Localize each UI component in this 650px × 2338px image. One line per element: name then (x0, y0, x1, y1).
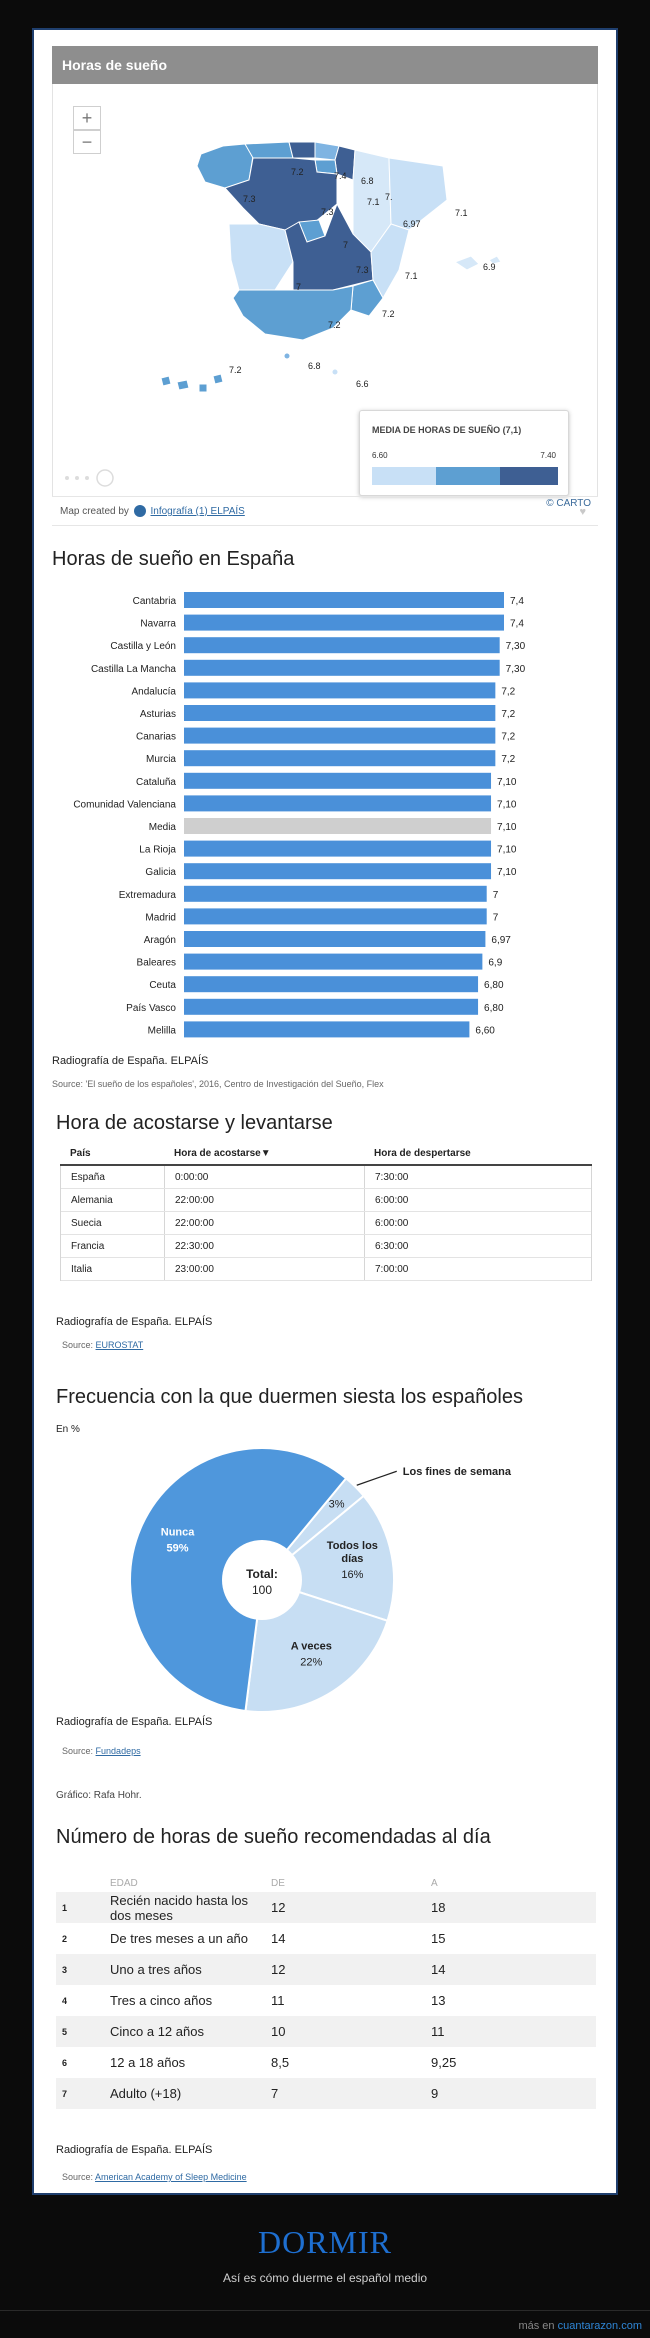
cell: 0:00:00 (165, 1166, 365, 1188)
bar-category-label: Cantabria (132, 596, 176, 607)
bar-category-label: Media (148, 822, 176, 833)
bar[interactable] (184, 592, 504, 608)
map-value-label: 7 (343, 240, 349, 250)
bar-category-label: Aragón (143, 935, 176, 946)
map-value-label: 6.9 (483, 262, 496, 272)
bar[interactable] (184, 773, 491, 789)
cell: 12 (271, 1962, 286, 1977)
map-footer (52, 496, 598, 526)
bar-value-label: 6,60 (475, 1025, 495, 1037)
table1-source (62, 1340, 143, 1350)
cell: 4 (62, 1995, 68, 2006)
cell: 6:00:00 (375, 1217, 409, 1229)
bar[interactable] (184, 795, 491, 811)
table2-col-edad: EDAD (110, 1877, 138, 1889)
bar-chart-source: Source: 'El sueño de los españoles', 2016, Centro de Investigación del Sueño, Flex (52, 1079, 384, 1089)
region-andalucia (233, 286, 353, 340)
map-value-label: 6.8 (361, 176, 374, 186)
cell: 13 (431, 1993, 446, 2008)
region-extremadura (229, 224, 293, 290)
bar-category-label: Castilla y León (110, 641, 176, 653)
table2-col-a: A (431, 1877, 438, 1889)
table-row (61, 1189, 591, 1212)
map-value-label: 7.3 (321, 207, 334, 217)
bar[interactable] (184, 682, 495, 698)
bar-category-label: Castilla La Mancha (90, 663, 176, 675)
table1-header (60, 1142, 592, 1166)
bar-value-label: 7,30 (505, 641, 526, 653)
divider (0, 2310, 650, 2311)
cell: Cinco a 12 años (110, 2024, 204, 2039)
bar[interactable] (184, 863, 491, 879)
bar[interactable] (184, 615, 504, 631)
table1-col-despertarse: Hora de despertarse (374, 1147, 471, 1159)
map-value-label: 7. (385, 192, 393, 202)
pie-slice-value: 22% (300, 1656, 323, 1669)
bar-category-label: Asturias (139, 709, 176, 720)
pie-center-label: Total: (246, 1567, 278, 1581)
bar-chart-note: Radiografía de España. ELPAÍS (52, 1055, 209, 1067)
map-value-label: 7.3 (243, 194, 256, 204)
bar[interactable] (184, 637, 500, 653)
bar-value-label: 6,80 (484, 1002, 504, 1014)
cell: 10 (271, 2024, 286, 2039)
zoom-out-button[interactable]: − (73, 130, 101, 154)
map-value-label: 6.8 (308, 361, 321, 371)
bar-value-label: 6,97 (491, 935, 511, 946)
cell: 7:30:00 (375, 1171, 409, 1183)
bar-value-label: 7,10 (497, 822, 517, 833)
bar-category-label: Comunidad Valenciana (73, 799, 176, 811)
bar[interactable] (184, 750, 495, 766)
bar[interactable] (184, 841, 491, 857)
bar-category-label: Melilla (147, 1025, 176, 1037)
map-value-label: 7.1 (455, 208, 468, 218)
cell: 7:00:00 (375, 1263, 409, 1275)
table-row (61, 1166, 591, 1189)
bar-category-label: Andalucía (131, 686, 176, 698)
table1-note: Radiografía de España. ELPAÍS (56, 1316, 213, 1328)
site-link[interactable] (518, 2320, 642, 2332)
legend-swatch-low (372, 467, 436, 485)
bar-value-label: 7,10 (497, 867, 517, 879)
bar[interactable] (184, 931, 485, 947)
pie-credit: Gráfico: Rafa Hohr. (56, 1790, 142, 1801)
bar-value-label: 7,4 (510, 618, 524, 630)
map-title: Horas de sueño (52, 46, 598, 84)
region-melilla (333, 370, 338, 375)
pie-center-value: 100 (251, 1583, 273, 1597)
carto-watermark (65, 470, 113, 486)
bar-category-label: Madrid (145, 912, 176, 924)
bar-category-label: País Vasco (126, 1002, 176, 1014)
bar-category-label: Cataluña (135, 776, 176, 788)
bar-chart (34, 584, 618, 1044)
cell: 11 (271, 1993, 285, 2008)
recommended-sleep-table (56, 1874, 596, 2109)
bar-value-label: 7,2 (501, 709, 516, 720)
cell: 18 (431, 1900, 446, 1915)
cell: 2 (62, 1933, 68, 1944)
heart-icon[interactable]: ♥ (579, 506, 586, 518)
cell: Adulto (+18) (110, 2086, 182, 2101)
post-title[interactable]: DORMIR (257, 2224, 392, 2260)
cell: Tres a cinco años (110, 1993, 213, 2008)
bar-category-label: Ceuta (149, 980, 176, 992)
map-legend (359, 410, 569, 496)
eurostat-link[interactable]: EUROSTAT (95, 1340, 144, 1350)
table-row (56, 2078, 596, 2109)
source-prefix: Source: (62, 1746, 94, 1756)
bar-value-label: 7 (492, 889, 499, 901)
cell: 22:30:00 (165, 1235, 365, 1257)
cell: 6:00:00 (375, 1194, 409, 1206)
aasm-link[interactable]: American Academy of Sleep Medicine (95, 2172, 247, 2182)
cell: 12 a 18 años (110, 2055, 186, 2070)
table-row (56, 1985, 596, 2016)
cell: 14 (431, 1962, 446, 1977)
cell: 7 (62, 2088, 68, 2099)
bar-category-label: Galicia (145, 867, 176, 879)
map-area[interactable] (52, 84, 598, 509)
map-value-label: 6.97 (403, 219, 421, 229)
map-value-label: 7.4 (334, 171, 347, 181)
bar[interactable] (184, 999, 478, 1015)
table-row (56, 1954, 596, 1985)
bar-category-label: Extremadura (118, 889, 176, 901)
table2-title: Número de horas de sueño recomendadas al día (56, 1826, 491, 1848)
source-prefix: Source: (62, 1340, 94, 1350)
bar[interactable] (184, 728, 495, 744)
cell: 1 (62, 1902, 68, 1913)
bar-category-label: Murcia (145, 754, 176, 766)
bar-category-label: Baleares (136, 957, 176, 969)
cell: Uno a tres años (110, 1962, 202, 1977)
bar[interactable] (184, 908, 487, 924)
post-subtitle: Así es cómo duerme el español medio (222, 2271, 428, 2285)
legend-swatch-mid (436, 467, 500, 485)
cell: 7 (271, 2086, 279, 2101)
carto-attribution[interactable]: © CARTO (546, 498, 591, 509)
cell: 9,25 (431, 2055, 457, 2070)
table-row (61, 1235, 591, 1258)
pie-source (62, 1746, 141, 1756)
table1-title: Hora de acostarse y levantarse (56, 1112, 333, 1134)
table-row (61, 1212, 591, 1235)
bar-value-label: 7,10 (497, 799, 517, 811)
bar-value-label: 7,10 (497, 844, 517, 856)
map-value-label: 6.6 (356, 379, 369, 389)
cell: 22:00:00 (165, 1212, 365, 1234)
site-link-text[interactable]: cuantarazon.com (557, 2320, 642, 2332)
cell: 23:00:00 (165, 1258, 365, 1280)
bar-category-label: Canarias (135, 731, 176, 743)
table1-body (60, 1166, 592, 1281)
pie-subtitle: En % (56, 1424, 80, 1435)
map-creator-link[interactable]: Infografía (1) ELPAÍS (150, 506, 245, 517)
cell: 8,5 (271, 2055, 290, 2070)
map-value-label: 7.2 (229, 365, 242, 375)
bar-value-label: 7,2 (501, 754, 516, 766)
cell: 12 (271, 1900, 286, 1915)
map-value-label: 7.2 (328, 320, 341, 330)
cell: España (61, 1166, 165, 1188)
table-row (56, 2016, 596, 2047)
bar-value-label: 7,4 (510, 596, 524, 607)
pie-slice-label: Todos los (326, 1539, 378, 1552)
region-ceuta (285, 354, 290, 359)
cell: 11 (431, 2024, 445, 2039)
cell: 22:00:00 (165, 1189, 365, 1211)
site-link-prefix: más en (518, 2320, 555, 2332)
table2-header (56, 1874, 596, 1892)
bar-category-label: Navarra (140, 618, 176, 630)
pie-slice-label: Nunca (160, 1526, 195, 1539)
legend-max: 7.40 (540, 451, 556, 460)
bar[interactable] (184, 818, 491, 834)
table-row (61, 1258, 591, 1281)
cell: 3 (62, 1964, 68, 1975)
pie-note: Radiografía de España. ELPAÍS (56, 1716, 213, 1728)
bar-value-label: 7,10 (497, 776, 517, 788)
pie-slice-label: días (341, 1552, 364, 1565)
infographic-frame (32, 28, 618, 2195)
map-value-label: 7.3 (356, 265, 369, 275)
bar[interactable] (184, 660, 500, 676)
table1-col-acostarse[interactable]: Hora de acostarse▼ (174, 1147, 271, 1159)
table-row (56, 2047, 596, 2078)
cell: 6:30:00 (375, 1240, 409, 1252)
table2-note: Radiografía de España. ELPAÍS (56, 2144, 213, 2156)
siesta-pie-chart (34, 1440, 618, 1750)
zoom-in-button[interactable]: + (73, 106, 101, 130)
region-cantabria (289, 142, 315, 158)
bar-value-label: 7,2 (501, 731, 516, 743)
table-row (56, 1892, 596, 1923)
bar-value-label: 7,30 (505, 663, 526, 675)
bar-value-label: 7,2 (501, 686, 516, 698)
pie-slice-value: 3% (328, 1498, 345, 1511)
cell: Francia (61, 1235, 165, 1257)
bar[interactable] (184, 886, 487, 902)
bar-value-label: 6,9 (488, 957, 503, 969)
pie-title: Frecuencia con la que duermen siesta los españoles (56, 1386, 523, 1408)
table2-col-de: DE (271, 1877, 285, 1889)
elpais-logo-icon (134, 505, 146, 517)
cell: Suecia (61, 1212, 165, 1234)
table1-col-pais: País (70, 1147, 91, 1159)
bar[interactable] (184, 954, 482, 970)
pie-slice-label: Los fines de semana (402, 1466, 511, 1479)
region-asturias (245, 142, 293, 158)
pie-slice-value: 59% (166, 1542, 189, 1555)
cell: 9 (431, 2086, 439, 2101)
bar-category-label: La Rioja (139, 844, 176, 856)
bar-value-label: 6,80 (484, 980, 504, 992)
cell: 5 (62, 2026, 68, 2037)
map-value-label: 7 (296, 282, 302, 292)
bar[interactable] (184, 705, 495, 721)
pie-slice-value: 16% (341, 1568, 364, 1581)
map-value-label: 7.2 (382, 309, 395, 319)
legend-min: 6.60 (372, 451, 388, 460)
map-value-label: 7.2 (291, 167, 304, 177)
bar[interactable] (184, 976, 478, 992)
bar[interactable] (184, 1021, 469, 1037)
map-value-label: 7.1 (367, 197, 380, 207)
cell: 14 (271, 1931, 286, 1946)
fundadeps-link[interactable]: Fundadeps (95, 1746, 141, 1756)
legend-swatch-high (500, 467, 558, 485)
pie-slice-label: A veces (290, 1640, 332, 1653)
cell: Alemania (61, 1189, 165, 1211)
map-value-label: 7.1 (405, 271, 418, 281)
cell: 6 (62, 2057, 68, 2068)
bedtime-table (60, 1142, 592, 1281)
cell: De tres meses a un año (110, 1931, 249, 1946)
bar-chart-title: Horas de sueño en España (52, 548, 295, 570)
region-canarias (161, 374, 223, 392)
bar-value-label: 7 (492, 912, 499, 924)
legend-title: MEDIA DE HORAS DE SUEÑO (7,1) (372, 425, 522, 435)
table-row (56, 1923, 596, 1954)
table2-source (62, 2172, 247, 2182)
cell: 15 (431, 1931, 446, 1946)
map-footer-prefix: Map created by (60, 506, 129, 517)
pie-leader-line (357, 1471, 397, 1485)
source-prefix: Source: (62, 2172, 94, 2182)
cell: Italia (61, 1258, 165, 1280)
cell: Recién nacido hasta los dos meses (110, 1892, 249, 1923)
